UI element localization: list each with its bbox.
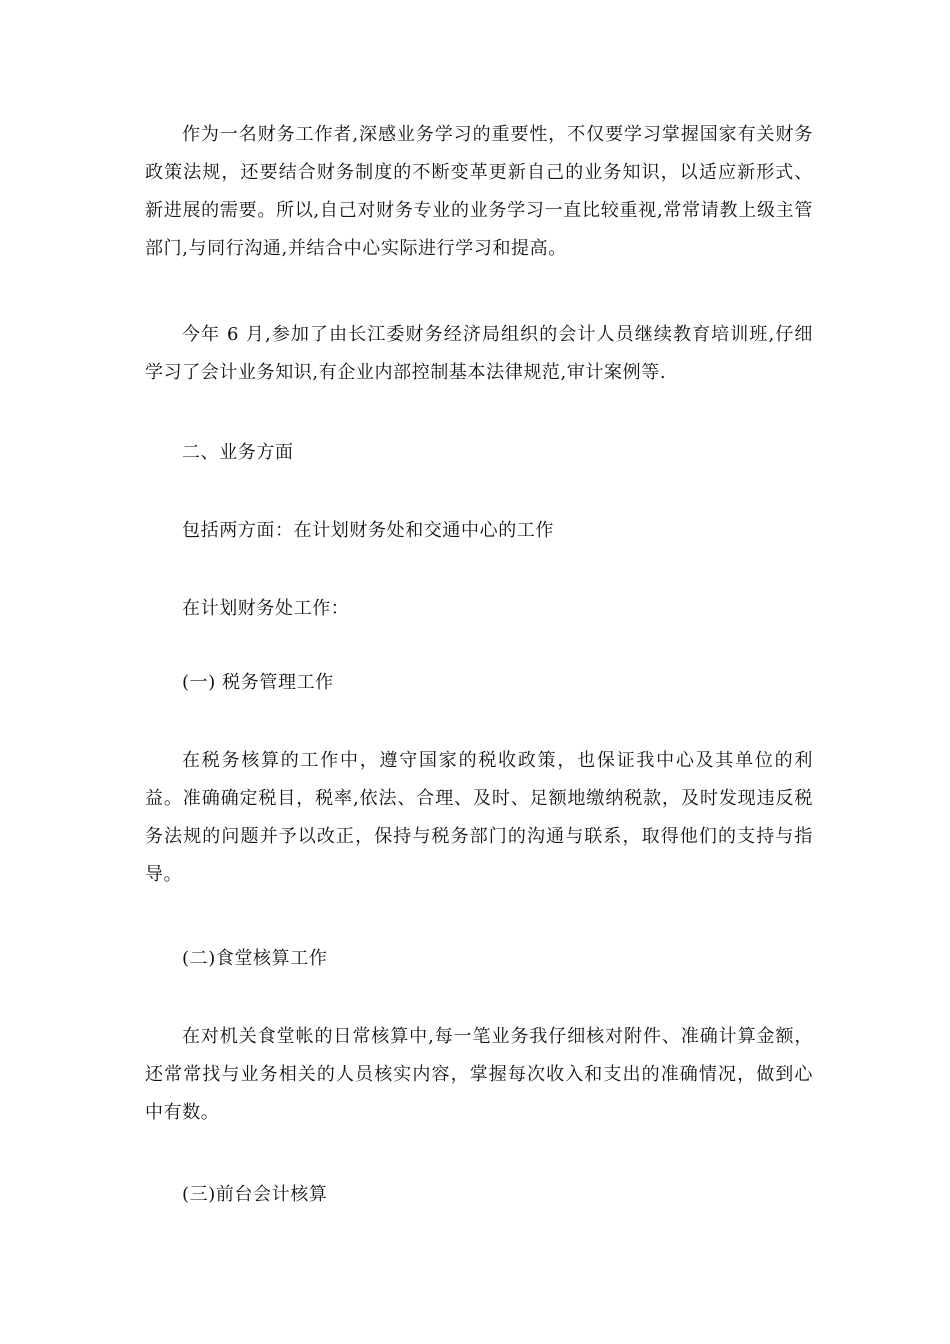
paragraph-canteen-accounting: 在对机关食堂帐的日常核算中,每一笔业务我仔细核对附件、准确计算金额，还常常找与业务相关的人员核实内容，掌握每次收入和支出的准确情况，做到心中有数。: [145, 1026, 813, 1123]
subheading-front-desk-accounting: (三)前台会计核算: [182, 1184, 328, 1205]
subheading-tax-management: (一) 税务管理工作: [182, 672, 334, 693]
subheading-canteen-accounting: (二)食堂核算工作: [182, 948, 328, 969]
section-heading-business: 二、业务方面: [182, 442, 294, 463]
paragraph-tax-accounting: 在税务核算的工作中，遵守国家的税收政策，也保证我中心及其单位的利益。准确确定税目，税率,依法、合理、及时、足额地缴纳税款，及时发现违反税务法规的问题并予以改正，保持与税务部门的沟通与联系，取得他们的支持与指导。: [145, 750, 813, 885]
paragraph-study-importance: 作为一名财务工作者,深感业务学习的重要性，不仅要学习掌握国家有关财务政策法规，还要结合财务制度的不断变革更新自己的业务知识，以适应新形式、新进展的需要。所以,自己对财务专业的业务学习一直比较重视,常常请教上级主管部门,与同行沟通,并结合中心实际进行学习和提高。: [145, 124, 813, 259]
paragraph-two-aspects: 包括两方面：在计划财务处和交通中心的工作: [182, 520, 554, 541]
paragraph-june-training: 今年 6 月,参加了由长江委财务经济局组织的会计人员继续教育培训班,仔细学习了会计业务知识,有企业内部控制基本法律规范,审计案例等.: [145, 324, 813, 383]
paragraph-finance-office-work: 在计划财务处工作：: [182, 598, 350, 619]
